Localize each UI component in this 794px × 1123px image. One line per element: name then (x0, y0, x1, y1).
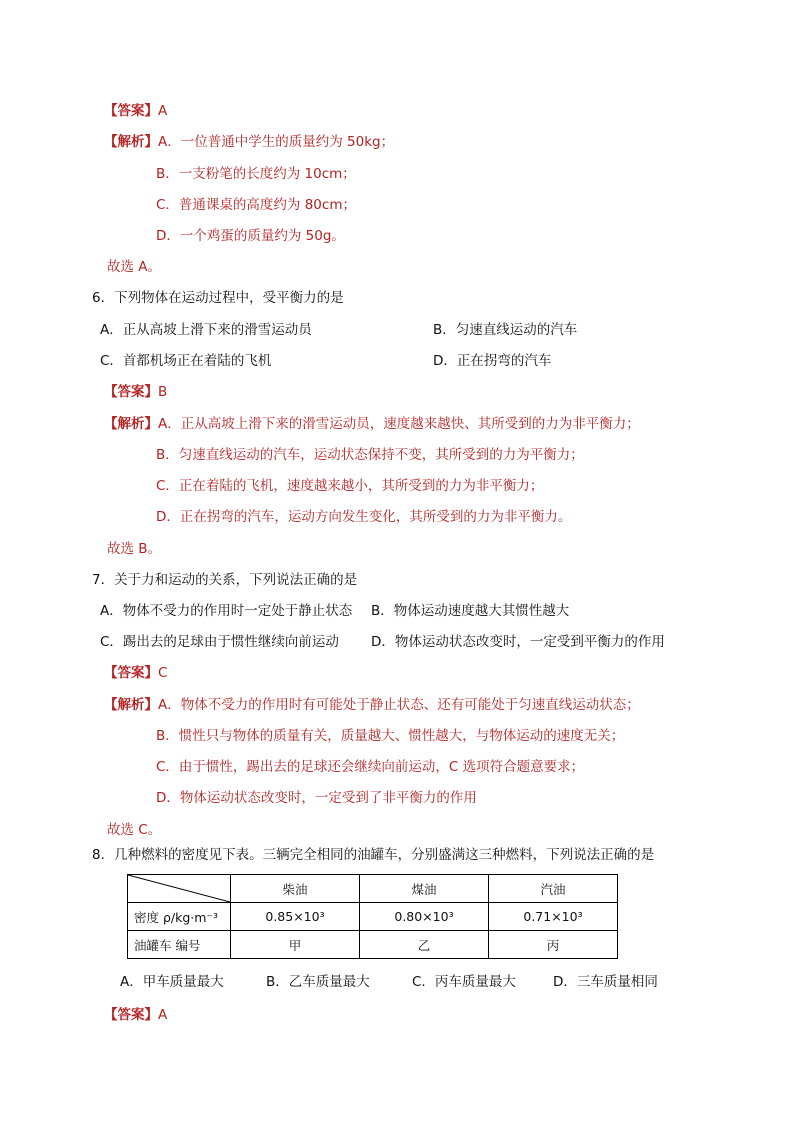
q6-explanation-line-a (104, 414, 640, 434)
table-row (128, 931, 618, 959)
q5-explanation-line-c: C．普通课桌的高度约为 80cm； (156, 197, 356, 213)
q7-conclusion: 故选 C。 (107, 822, 162, 838)
q5-conclusion: 故选 A。 (107, 259, 162, 275)
q6-answer-line (104, 382, 167, 402)
table-header-cell: 煤油 (360, 875, 489, 903)
table-cell: 0.80×10³ (360, 903, 489, 931)
table-cell: 乙 (360, 931, 489, 959)
q7-option-d: D．物体运动状态改变时，一定受到平衡力的作用 (371, 634, 665, 650)
q5-explanation-line-b: B．一支粉笔的长度约为 10cm； (156, 166, 356, 182)
q7-option-b: B．物体运动速度越大其惯性越大 (371, 603, 570, 619)
q7-explanation-line-a (104, 695, 640, 715)
q6-explanation-line-d: D．正在拐弯的汽车，运动方向发生变化，其所受到的力为非平衡力。 (156, 509, 572, 525)
answer-tag: 【答案】 (104, 1007, 158, 1023)
q8-option-b: B．乙车质量最大 (266, 974, 370, 990)
q6-option-c: C．首都机场正在着陆的飞机 (100, 353, 272, 369)
q7-explanation-line-c: C．由于惯性，踢出去的足球还会继续向前运动，C 选项符合题意要求； (156, 759, 585, 775)
q6-option-b: B．匀速直线运动的汽车 (433, 322, 578, 338)
explanation-tag: 【解析】 (104, 697, 158, 713)
fuel-density-table (127, 874, 618, 959)
q8-stem: 8．几种燃料的密度见下表。三辆完全相同的油罐车，分别盛满这三种燃料，下列说法正确的是 (92, 847, 655, 863)
table-header-cell: 汽油 (489, 875, 618, 903)
q7-option-c: C．踢出去的足球由于惯性继续向前运动 (100, 634, 339, 650)
explanation-text: A．一位普通中学生的质量约为 50kg； (158, 134, 395, 150)
q6-option-a: A．正从高坡上滑下来的滑雪运动员 (100, 322, 312, 338)
answer-tag: 【答案】 (104, 384, 158, 400)
q7-explanation-line-b: B．惯性只与物体的质量有关，质量越大、惯性越大，与物体运动的速度无关； (156, 728, 625, 744)
table-cell: 丙 (489, 931, 618, 959)
q8-option-a: A．甲车质量最大 (120, 974, 224, 990)
table-cell: 0.71×10³ (489, 903, 618, 931)
q6-conclusion: 故选 B。 (107, 541, 162, 557)
explanation-text: A．物体不受力的作用时有可能处于静止状态、还有可能处于匀速直线运动状态； (158, 697, 640, 713)
q7-explanation-line-d: D．物体运动状态改变时，一定受到了非平衡力的作用 (156, 790, 477, 806)
answer-value: A (158, 1007, 168, 1023)
q5-explanation-line-d: D．一个鸡蛋的质量约为 50g。 (156, 228, 345, 244)
q6-explanation-line-b: B．匀速直线运动的汽车，运动状态保持不变，其所受到的力为平衡力； (156, 447, 584, 463)
table-row-label: 密度 ρ/kg·m⁻³ (128, 903, 231, 931)
table-row (128, 903, 618, 931)
q6-option-d: D．正在拐弯的汽车 (433, 353, 552, 369)
answer-value: A (158, 103, 168, 119)
q7-stem: 7．关于力和运动的关系，下列说法正确的是 (92, 572, 358, 588)
q5-answer-line (104, 101, 167, 121)
q8-option-c: C．丙车质量最大 (412, 974, 516, 990)
q8-option-d: D．三车质量相同 (553, 974, 658, 990)
table-header-row (128, 875, 618, 903)
q8-answer-line (104, 1005, 167, 1025)
q7-answer-line (104, 663, 167, 683)
table-corner-cell (128, 875, 231, 903)
diagonal-line (128, 875, 230, 902)
q5-explanation-line-a (104, 132, 394, 152)
answer-value: B (158, 384, 168, 400)
q6-explanation-line-c: C．正在着陆的飞机，速度越来越小，其所受到的力为非平衡力； (156, 478, 544, 494)
table-header-cell: 柴油 (231, 875, 360, 903)
explanation-tag: 【解析】 (104, 134, 158, 150)
answer-value: C (158, 665, 168, 681)
table-row-label: 油罐车 编号 (128, 931, 231, 959)
answer-tag: 【答案】 (104, 103, 158, 119)
table-cell: 甲 (231, 931, 360, 959)
answer-tag: 【答案】 (104, 665, 158, 681)
explanation-tag: 【解析】 (104, 416, 158, 432)
table-cell: 0.85×10³ (231, 903, 360, 931)
explanation-text: A．正从高坡上滑下来的滑雪运动员，速度越来越快、其所受到的力为非平衡力； (158, 416, 640, 432)
q6-stem: 6．下列物体在运动过程中，受平衡力的是 (92, 290, 344, 306)
q7-option-a: A．物体不受力的作用时一定处于静止状态 (100, 603, 353, 619)
